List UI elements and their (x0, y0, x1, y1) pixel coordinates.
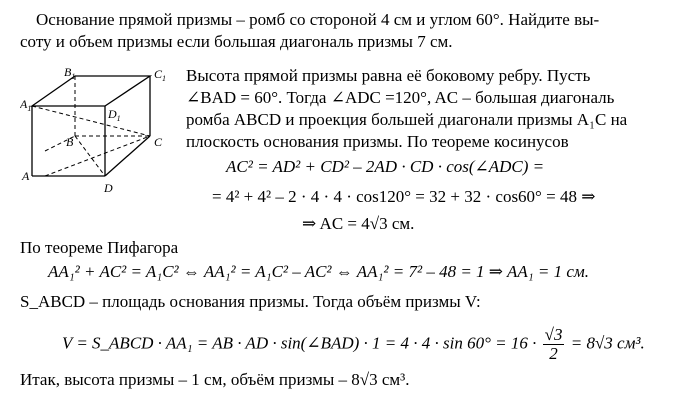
solution-line-area: S_ABCD – площадь основания призмы. Тогда объём призмы V: (20, 292, 481, 311)
problem-line-2: соту и объем призмы если большая диагональ призмы 7 см. (20, 32, 453, 51)
problem-line-1: Основание прямой призмы – ромб со стороной 4 см и углом 60°. Найдите вы- (36, 10, 600, 29)
formula-volume (62, 326, 645, 363)
label-c: C (154, 135, 163, 149)
label-d1: $D_1$ (108, 107, 121, 123)
formula-calc: = 4² + 4² – 2 · 4 · 4 · cos120° = 32 + 32 · cos60° = 48 ⇒ (212, 187, 596, 206)
formula-volume-left: V = S_ABCD · AA₁ = AB · AD · sin(∠BAD) · 1 = 4 · 4 · sin 60° = 16 · (62, 333, 537, 353)
fraction-numerator: √3 (544, 325, 563, 344)
label-b1: $B_1$ (64, 66, 76, 81)
formula-cosine-law: AC² = AD² + CD² – 2AD · CD · cos(∠ADC) = (226, 157, 545, 176)
formula-ac-result: ⇒ AC = 4√3 см. (302, 214, 415, 233)
solution-line-2: ∠BAD = 60°. Тогда ∠ADC =120°, AC – большая диагональ (186, 88, 615, 107)
fraction-sqrt3-over-2 (543, 326, 565, 363)
label-c1: $C_1$ (154, 67, 167, 83)
formula-volume-right: = 8√3 см³. (570, 333, 645, 353)
fraction-denominator: 2 (549, 344, 558, 363)
label-a: A (22, 169, 30, 183)
formula-pythagoras: AA₁² + AC² = A₁C² ⇔ AA₁² = A₁C² – AC² ⇔ AA₁² = 7² – 48 = 1 ⇒ AA₁ = 1 см. (48, 262, 590, 281)
solution-line-1: Высота прямой призмы равна её боковому ребру. Пусть (186, 66, 591, 85)
label-b: B (66, 135, 74, 149)
label-d: D (104, 181, 113, 195)
solution-line-4: плоскость основания призмы. По теореме косинусов (186, 132, 569, 151)
conclusion-line: Итак, высота призмы – 1 см, объём призмы – 8√3 см³. (20, 370, 410, 389)
solution-line-pythagoras: По теореме Пифагора (20, 238, 179, 257)
label-a1: $A_1$ (20, 97, 32, 113)
prism-figure (20, 66, 180, 201)
solution-line-3: ромба ABCD и проекция большей диагонали призмы A₁C на (186, 110, 628, 129)
